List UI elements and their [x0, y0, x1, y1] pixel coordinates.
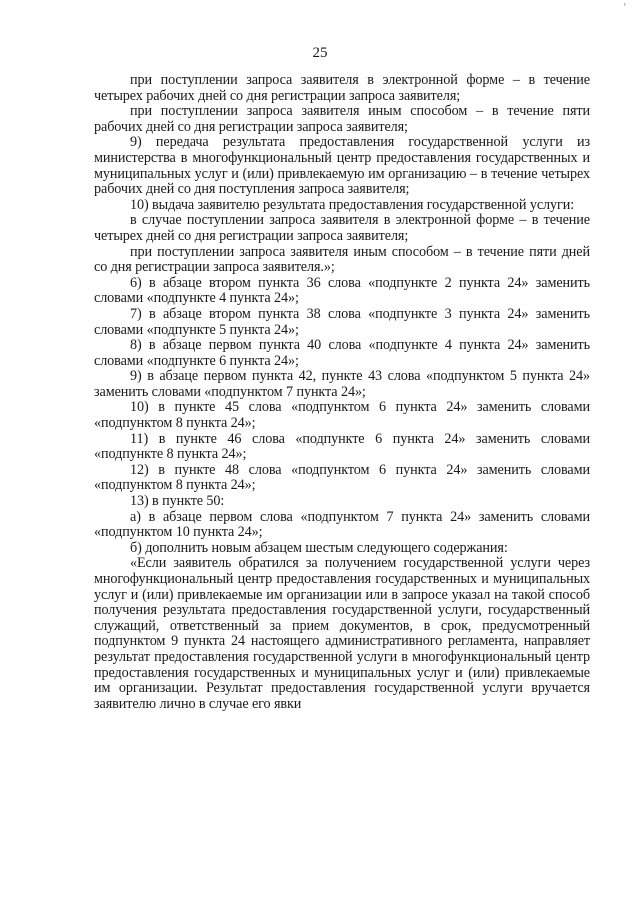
- paragraph: 12) в пункте 48 слова «подпунктом 6 пункта 24» заменить словами «подпунктом 8 пункта 24»;: [94, 461, 590, 494]
- page-number: 25: [312, 45, 328, 61]
- paragraph: 13) в пункте 50:: [130, 493, 225, 510]
- paragraph: 8) в абзаце первом пункта 40 слова «подпункте 4 пункта 24» заменить словами «подпункте 6 пункта 24»;: [94, 337, 590, 369]
- paragraph: 6) в абзаце втором пункта 36 слова «подпункте 2 пункта 24» заменить словами «подпункте 4 пункта 24»;: [94, 274, 590, 307]
- paragraph: 10) в пункте 45 слова «подпунктом 6 пункта 24» заменить словами «подпунктом 8 пункта 24»;: [94, 399, 590, 432]
- paragraph: 9) в абзаце первом пункта 42, пункте 43 слова «подпунктом 5 пункта 24» заменить словами «подпунктом 7 пункта 24»;: [94, 368, 590, 400]
- corner-mark: ‘: [623, 2, 626, 13]
- paragraph: при поступлении запроса заявителя иным способом – в течение пяти рабочих дней со дня регистрации запроса заявителя;: [94, 103, 590, 135]
- paragraph: при поступлении запроса заявителя в электронной форме – в течение четырех рабочих дней со дня регистрации запроса заявителя;: [94, 72, 590, 104]
- paragraph: 10) выдача заявителю результата предоставления государственной услуги:: [130, 196, 575, 213]
- paragraph: б) дополнить новым абзацем шестым следующего содержания:: [130, 539, 508, 556]
- paragraph: а) в абзаце первом слова «подпунктом 7 пункта 24» заменить словами «подпунктом 10 пункта 24»;: [94, 508, 590, 541]
- paragraph: в случае поступлении запроса заявителя в электронной форме – в течение четырех дней со дня регистрации запроса заявителя;: [94, 212, 590, 244]
- paragraph: при поступлении запроса заявителя иным способом – в течение пяти дней со дня регистрации запроса заявителя.»;: [94, 243, 590, 276]
- paragraph: 9) передача результата предоставления государственной услуги из министерства в многофункциональный центр предоставления государственных и муниципальных услуг и (или) привлекаемую им организацию – в течение четырех рабочих дней со дня поступления запроса заявителя;: [94, 134, 590, 198]
- document-body: [94, 73, 590, 712]
- paragraph: «Если заявитель обратился за получением государственной услуги через многофункциональный центр предоставления государственных и муниципальных услуг и (или) привлекаемые им организации или в запросе указал на такой способ получения результата предоставления государственной услуги, государственный служащий, ответственный за прием документов, в срок, предусмотренный подпунктом 9 пункта 24 настоящего административного регламента, направляет результат предоставления государственной услуги в многофункциональный центр предоставления государственных и муниципальных услуг и (или) привлекаемые им организации. Результат предоставления государственной услуги вручается заявителю лично в случае его явки: [94, 555, 590, 712]
- paragraph: 11) в пункте 46 слова «подпункте 6 пункта 24» заменить словами «подпункте 8 пункта 24»;: [94, 430, 590, 463]
- paragraph: 7) в абзаце втором пункта 38 слова «подпункте 3 пункта 24» заменить словами «подпункте 5 пункта 24»;: [94, 305, 590, 338]
